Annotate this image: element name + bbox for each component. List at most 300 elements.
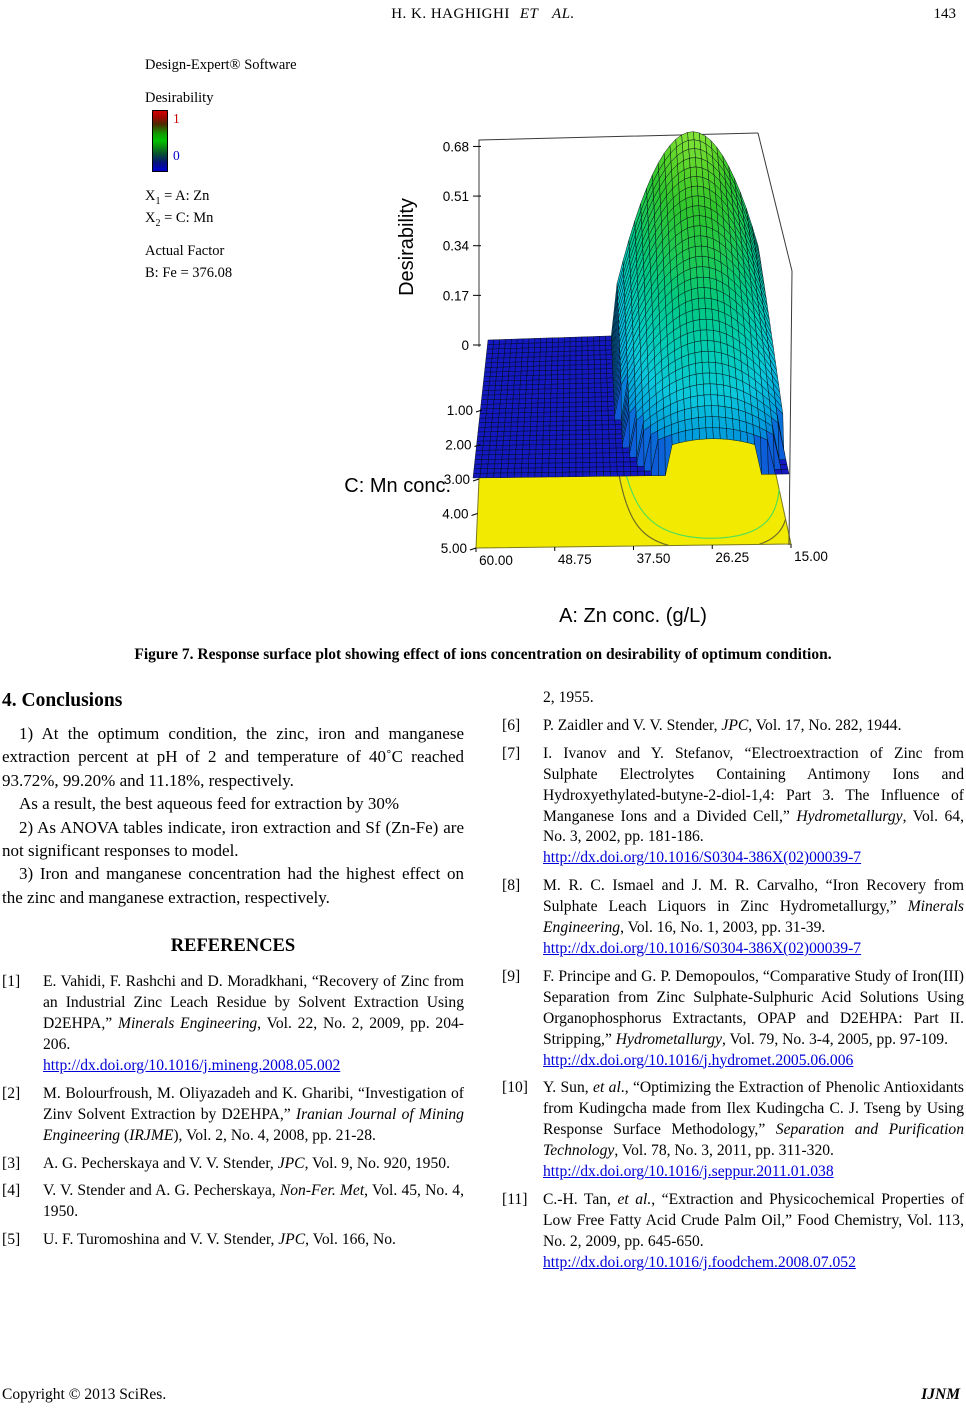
surface-quad xyxy=(589,439,596,444)
surface-quad xyxy=(529,338,535,343)
surface-quad xyxy=(607,369,613,374)
surface-quad xyxy=(532,385,538,390)
surface-quad xyxy=(509,454,516,459)
surface-quad xyxy=(502,459,509,464)
surface-quad xyxy=(481,464,488,469)
surface-quad xyxy=(543,431,550,436)
surface-quad xyxy=(542,468,549,473)
surface-quad xyxy=(716,373,723,385)
surface-quad xyxy=(544,403,551,408)
surface-quad xyxy=(722,364,729,376)
surface-quad xyxy=(582,346,588,351)
surface-quad xyxy=(489,455,496,460)
surface-quad xyxy=(551,398,557,403)
surface-quad xyxy=(697,176,704,187)
x-tick-label: 15.00 xyxy=(794,549,828,564)
surface-quad xyxy=(515,454,522,459)
surface-quad xyxy=(696,167,703,178)
surface-quad xyxy=(552,338,558,343)
doi-link[interactable]: http://dx.doi.org/10.1016/S0304-386X(02)00039-7 xyxy=(543,849,862,867)
surface-quad xyxy=(569,453,576,458)
actual-factor-value: B: Fe = 376.08 xyxy=(145,265,233,281)
surface-quad xyxy=(576,374,582,379)
surface-quad xyxy=(602,416,609,421)
surface-quad xyxy=(517,427,524,432)
surface-quad xyxy=(518,413,525,418)
surface-quad xyxy=(545,375,551,380)
surface-quad xyxy=(600,350,606,355)
surface-quad xyxy=(513,399,520,404)
surface-mesh xyxy=(473,132,789,478)
surface-quad xyxy=(493,349,499,354)
surface-quad xyxy=(589,444,596,449)
surface-quad xyxy=(695,149,702,159)
reference-number: [10] xyxy=(502,1079,528,1097)
surface-quad xyxy=(690,167,697,177)
surface-quad xyxy=(583,416,590,421)
surface-quad xyxy=(600,336,606,341)
surface-quad xyxy=(538,398,545,403)
surface-quad xyxy=(603,458,610,463)
doi-link[interactable]: http://dx.doi.org/10.1016/j.seppur.2011.01.038 xyxy=(543,1163,834,1181)
surface-quad xyxy=(517,343,523,348)
surface-quad xyxy=(576,379,582,384)
surface-quad xyxy=(507,390,514,395)
surface-quad xyxy=(538,403,545,408)
surface-quad xyxy=(478,432,485,437)
surface-quad xyxy=(617,462,624,467)
surface-quad xyxy=(564,370,570,375)
surface-quad xyxy=(583,453,590,458)
surface-quad xyxy=(589,434,596,439)
surface-quad xyxy=(533,375,539,380)
surface-quad xyxy=(740,431,748,443)
surface-quad xyxy=(483,386,490,391)
surface-quad xyxy=(545,380,551,385)
surface-quad xyxy=(576,467,583,472)
surface-quad xyxy=(544,412,551,417)
surface-quad xyxy=(510,358,516,363)
surface-quad xyxy=(576,346,582,351)
surface-quad xyxy=(589,430,596,435)
surface-quad xyxy=(576,407,582,412)
surface-quad xyxy=(537,426,544,431)
surface-quad xyxy=(515,459,522,464)
surface-quad xyxy=(552,361,558,366)
surface-quad xyxy=(709,362,716,373)
surface-quad xyxy=(688,342,695,355)
surface-quad xyxy=(556,435,563,440)
surface-quad xyxy=(700,330,707,341)
surface-quad xyxy=(557,417,564,422)
surface-quad xyxy=(597,467,604,472)
surface-quad xyxy=(595,406,602,411)
surface-quad xyxy=(630,457,637,462)
surface-quad xyxy=(542,472,549,477)
surface-quad xyxy=(603,444,610,449)
surface-quad xyxy=(558,338,564,343)
surface-quad xyxy=(488,464,495,469)
surface-quad xyxy=(623,448,630,453)
surface-quad xyxy=(595,397,601,402)
surface-quad xyxy=(522,454,529,459)
surface-quad xyxy=(550,417,557,422)
etal-text: ET AL. xyxy=(519,6,575,22)
surface-quad xyxy=(518,422,525,427)
surface-quad xyxy=(546,347,552,352)
surface-quad xyxy=(582,383,588,388)
surface-quad xyxy=(570,379,576,384)
surface-quad xyxy=(547,338,553,343)
reference-text: P. Zaidler and V. V. Stender, JPC, Vol. 17, No. 282, 1944. xyxy=(543,716,902,734)
surface-quad xyxy=(595,392,601,397)
y-tick xyxy=(472,514,478,516)
surface-quad xyxy=(540,343,546,348)
z-tick-label: 0.68 xyxy=(442,139,469,155)
surface-quad xyxy=(576,472,583,477)
surface-quad xyxy=(542,463,549,468)
surface-quad xyxy=(545,394,552,399)
surface-quad xyxy=(529,343,535,348)
surface-quad xyxy=(679,431,686,443)
surface-quad xyxy=(605,336,611,341)
surface-quad xyxy=(529,454,536,459)
surface-quad xyxy=(549,449,556,454)
surface-quad xyxy=(525,408,532,413)
surface-quad xyxy=(616,443,623,448)
surface-quad xyxy=(491,367,498,372)
surface-quad xyxy=(606,341,612,346)
surface-quad xyxy=(484,432,491,437)
surface-quad xyxy=(698,298,705,309)
surface-quad xyxy=(482,450,489,455)
surface-quad xyxy=(528,348,534,353)
surface-quad xyxy=(546,356,552,361)
surface-quad xyxy=(533,366,539,371)
surface-quad xyxy=(549,468,556,473)
surface-quad xyxy=(503,445,510,450)
surface-quad xyxy=(689,247,696,259)
surface-quad xyxy=(526,394,533,399)
surface-quad xyxy=(570,351,576,356)
surface-quad xyxy=(506,404,513,409)
surface-quad xyxy=(545,384,551,389)
surface-quad xyxy=(519,399,526,404)
y-tick-label: 3.00 xyxy=(443,472,470,487)
reference-number: [8] xyxy=(502,877,521,895)
surface-quad xyxy=(530,440,537,445)
surface-quad xyxy=(712,309,719,321)
surface-quad xyxy=(672,433,679,445)
surface-quad xyxy=(514,473,521,478)
surface-quad xyxy=(557,421,564,426)
surface-quad xyxy=(631,467,638,472)
surface-quad xyxy=(503,362,509,367)
figure-caption: Figure 7. Response surface plot showing effect of ions concentration on desirability of optimum condition. xyxy=(134,646,832,663)
z-tick-label: 0 xyxy=(461,338,469,353)
surface-quad xyxy=(490,441,497,446)
surface-quad xyxy=(692,196,699,206)
surface-quad xyxy=(699,216,706,227)
surface-quad xyxy=(558,365,564,370)
surface-quad xyxy=(517,436,524,441)
surface-quad xyxy=(570,337,576,342)
surface-quad xyxy=(564,356,570,361)
surface-quad xyxy=(689,374,696,386)
surface-quad xyxy=(583,467,590,472)
reference-number: [5] xyxy=(2,1231,21,1249)
surface-quad xyxy=(576,444,583,449)
y-tick xyxy=(470,548,476,550)
reference-text: M. Bolourfroush, M. Oliyazadeh and K. Gharibi, “Investigation of Zinv Solvent Extraction by D2EHPA,” Iranian Journal of Mining Engineering (IRJME), Vol. 2, No. 4, 2008, pp. 21-28. xyxy=(43,1084,464,1144)
surface-quad xyxy=(603,462,610,467)
surface-quad xyxy=(539,384,545,389)
surface-quad xyxy=(588,355,594,360)
surface-quad xyxy=(511,427,518,432)
surface-quad xyxy=(570,374,576,379)
surface-quad xyxy=(544,407,551,412)
surface-quad xyxy=(544,417,551,422)
surface-quad xyxy=(534,352,540,357)
surface-quad xyxy=(509,367,515,372)
surface-quad xyxy=(564,388,570,393)
surface-quad xyxy=(541,338,547,343)
doi-link[interactable]: http://dx.doi.org/10.1016/j.foodchem.2008.07.052 xyxy=(543,1253,856,1271)
surface-quad xyxy=(516,357,522,362)
surface-quad xyxy=(695,352,702,364)
surface-quad xyxy=(601,402,608,407)
surface-quad xyxy=(706,428,714,439)
surface-quad xyxy=(583,421,590,426)
reference-text: I. Ivanov and Y. Stefanov, “Electroextraction of Zinc from Sulphate Electrolytes Containing Antimony Ions and Hydroxyethylated-butyne-2-diol-1,4: Part 3. The Influence of Manganese Ions and a Divided Cell,” Hydrometallurgy, Vol. 64, No. 3, 2002, pp. 181-186. http://dx.doi.org/10.1016/S0304-386X(02)00039-7 xyxy=(543,744,964,867)
surface-quad xyxy=(491,427,498,432)
surface-quad xyxy=(557,407,564,412)
surface-quad xyxy=(564,379,570,384)
surface-quad xyxy=(609,429,616,434)
surface-quad xyxy=(520,385,527,390)
surface-quad xyxy=(536,449,543,454)
surface-quad xyxy=(583,472,590,477)
surface-quad xyxy=(525,413,532,418)
surface-quad xyxy=(576,383,582,388)
surface-quad xyxy=(718,406,726,418)
surface-quad xyxy=(617,471,624,476)
surface-quad xyxy=(702,362,709,373)
surface-quad xyxy=(576,430,583,435)
surface-quad xyxy=(493,344,499,349)
surface-quad xyxy=(544,398,550,403)
copyright-notice: Copyright © 2013 SciRes. xyxy=(2,1386,167,1403)
surface-quad xyxy=(608,411,615,416)
surface-quad xyxy=(545,370,551,375)
references-list-right xyxy=(502,688,964,1274)
surface-quad xyxy=(539,375,545,380)
surface-quad xyxy=(570,426,577,431)
surface-quad xyxy=(596,430,603,435)
surface-quad xyxy=(496,445,503,450)
conclusion-paragraph: 3) Iron and manganese concentration had the highest effect on the zinc and manganese extraction, respectively. xyxy=(2,864,464,907)
surface-quad xyxy=(486,409,493,414)
surface-quad xyxy=(498,427,505,432)
surface-quad xyxy=(582,393,588,398)
surface-quad xyxy=(582,341,588,346)
surface-quad xyxy=(570,407,576,412)
surface-quad xyxy=(610,472,617,477)
surface-quad xyxy=(535,338,541,343)
surface-quad xyxy=(704,288,711,299)
surface-quad xyxy=(609,448,616,453)
surface-quad xyxy=(595,388,601,393)
surface-quad xyxy=(695,246,702,257)
surface-quad xyxy=(498,418,505,423)
surface-quad xyxy=(502,455,509,460)
surface-quad xyxy=(704,395,711,406)
surface-quad xyxy=(550,421,557,426)
doi-link[interactable]: http://dx.doi.org/10.1016/j.hydromet.2005.06.006 xyxy=(543,1051,854,1069)
reference-text: Y. Sun, et al., “Optimizing the Extraction of Phenolic Antioxidants from Kudingcha made from Ilex Kudingcha C. J. Tseng by Using Response Surface Methodology,” Separation and Purification Technology, Vol. 78, No. 3, 2011, pp. 311-320. http://dx.doi.org/10.1016/j.seppur.2011.01.038 xyxy=(543,1079,965,1181)
surface-quad xyxy=(697,277,704,288)
surface-quad xyxy=(583,449,590,454)
surface-quad xyxy=(504,427,511,432)
reference-number: [3] xyxy=(2,1154,21,1172)
surface-quad xyxy=(501,385,508,390)
surface-quad xyxy=(494,468,501,473)
surface-quad xyxy=(711,299,718,311)
surface-quad xyxy=(697,384,704,396)
surface-quad xyxy=(543,440,550,445)
surface-quad xyxy=(540,361,546,366)
surface-quad xyxy=(508,381,515,386)
surface-quad xyxy=(487,349,493,354)
surface-quad xyxy=(623,457,630,462)
surface-quad xyxy=(518,417,525,422)
surface-quad xyxy=(610,458,617,463)
surface-quad xyxy=(507,473,514,478)
surface-quad xyxy=(516,445,523,450)
doi-link[interactable]: http://dx.doi.org/10.1016/j.mineng.2008.05.002 xyxy=(43,1056,341,1074)
surface-quad xyxy=(506,408,513,413)
surface-quad xyxy=(527,366,533,371)
surface-quad xyxy=(693,309,700,321)
x-tick-label: 26.25 xyxy=(715,550,750,565)
surface-quad xyxy=(623,462,630,467)
surface-quad xyxy=(699,309,706,320)
reference-number: [4] xyxy=(2,1182,21,1200)
surface-quad xyxy=(533,371,539,376)
surface-quad xyxy=(596,434,603,439)
surface-quad xyxy=(495,459,502,464)
surface-quad xyxy=(624,467,631,472)
surface-quad xyxy=(713,428,721,439)
surface-quad xyxy=(564,347,570,352)
surface-quad xyxy=(505,413,512,418)
surface-quad xyxy=(523,436,530,441)
surface-quad xyxy=(524,431,531,436)
surface-quad xyxy=(563,412,569,417)
surface-quad xyxy=(543,435,550,440)
surface-quad xyxy=(480,473,487,478)
surface-quad xyxy=(689,363,696,375)
surface-quad xyxy=(688,353,695,366)
surface-quad xyxy=(603,448,610,453)
surface-quad xyxy=(496,441,503,446)
surface-quad xyxy=(493,404,500,409)
surface-quad xyxy=(685,429,692,441)
surface-quad xyxy=(488,395,495,400)
surface-quad xyxy=(522,463,529,468)
surface-quad xyxy=(482,455,489,460)
surface-quad xyxy=(563,458,570,463)
surface-quad xyxy=(539,380,545,385)
surface-quad xyxy=(583,444,590,449)
surface-quad xyxy=(551,379,557,384)
surface-quad xyxy=(564,351,570,356)
surface-quad xyxy=(600,345,606,350)
surface-quad xyxy=(495,455,502,460)
surface-quad xyxy=(488,390,495,395)
surface-quad xyxy=(715,352,722,364)
surface-quad xyxy=(485,367,492,372)
surface-quad xyxy=(551,403,557,408)
surface-quad xyxy=(596,462,603,467)
surface-quad xyxy=(510,436,517,441)
surface-quad xyxy=(693,320,700,332)
surface-quad xyxy=(502,372,509,377)
surface-quad xyxy=(528,352,534,357)
surface-quad xyxy=(597,472,604,477)
surface-quad xyxy=(492,422,499,427)
surface-quad xyxy=(615,420,622,425)
surface-quad xyxy=(492,418,499,423)
surface-quad xyxy=(590,472,597,477)
surface-quad xyxy=(489,450,496,455)
surface-quad xyxy=(531,408,538,413)
surface-quad xyxy=(600,364,606,369)
surface-quad xyxy=(684,397,691,410)
surface-quad xyxy=(534,348,540,353)
surface-quad xyxy=(715,363,722,375)
surface-quad xyxy=(702,351,709,362)
surface-quad xyxy=(576,421,583,426)
surface-quad xyxy=(514,385,521,390)
surface-quad xyxy=(570,360,576,365)
surface-quad xyxy=(501,390,508,395)
surface-quad xyxy=(726,428,734,440)
surface-quad xyxy=(511,344,517,349)
surface-quad xyxy=(616,448,623,453)
surface-quad xyxy=(489,381,496,386)
doi-link[interactable]: http://dx.doi.org/10.1016/S0304-386X(02)00039-7 xyxy=(543,939,862,957)
surface-quad xyxy=(481,404,488,409)
surface-quad xyxy=(692,298,699,310)
surface-quad xyxy=(512,408,519,413)
surface-quad xyxy=(550,431,557,436)
surface-quad xyxy=(524,422,531,427)
surface-quad xyxy=(556,463,563,468)
surface-quad xyxy=(732,408,740,420)
references-list-left xyxy=(2,972,464,1251)
surface-quad xyxy=(524,417,531,422)
surface-quad xyxy=(497,432,504,437)
surface-quad xyxy=(583,458,590,463)
surface-quad xyxy=(557,384,563,389)
reference-item xyxy=(502,716,964,737)
surface-quad xyxy=(540,352,546,357)
reference-text: C.-H. Tan, et al., “Extraction and Physicochemical Properties of Low Free Fatty Acid Crude Palm Oil,” Food Chemistry, Vol. 113, No. 2, 2009, pp. 645-650. http://dx.doi.org/10.1016/j.foodchem.2008.07.052 xyxy=(543,1190,964,1271)
surface-quad xyxy=(528,362,534,367)
surface-quad xyxy=(570,342,576,347)
reference-text: V. V. Stender and A. G. Pecherskaya, Non-Fer. Met, Vol. 45, No. 4, 1950. xyxy=(43,1182,465,1221)
